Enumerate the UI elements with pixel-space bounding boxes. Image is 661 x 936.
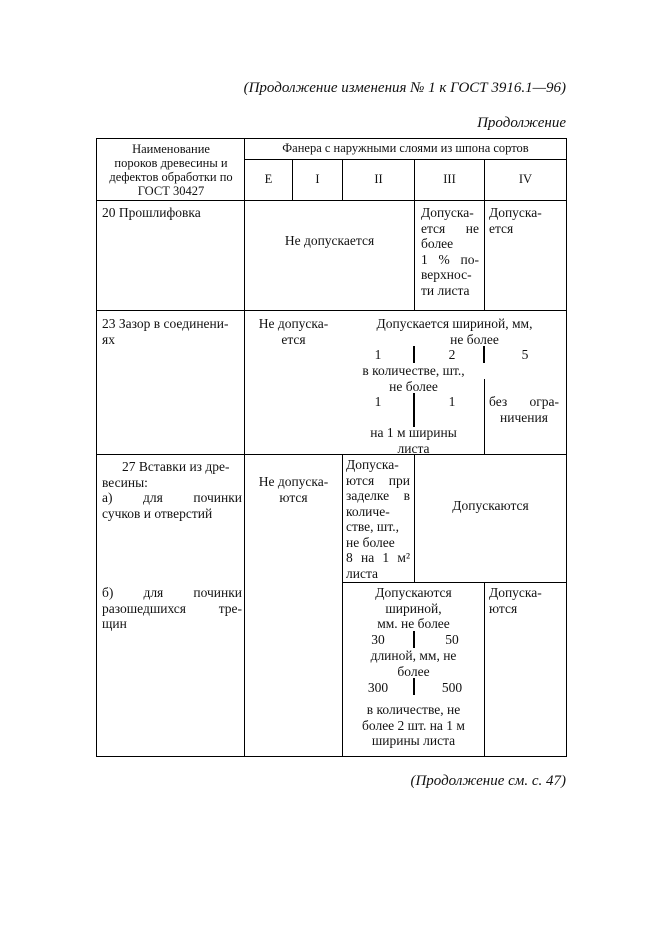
row27b-length-iii: 500 [441,680,463,695]
row20-name: 20 Прошлифовка [102,205,201,220]
row23-width-ii: 1 [374,347,382,362]
page-footer-note: (Продолжение см. с. 47) [410,773,566,789]
continuation-label: Продолжение [477,115,566,131]
table-rule [96,454,567,455]
grade-ii: II [374,172,383,186]
row23-count-ii: 1 [374,394,382,409]
column-group-header: Фанера с наружными слоями из шпона сортов [282,141,529,155]
row27b-width-iii: 50 [445,632,459,647]
row23-width-iii: 2 [448,347,456,362]
row23-grade-e-i: Не допуска- ется [258,316,329,347]
row20-grade-iii: Допуска- ется не более 1 % по- верхнос- ти листа [421,205,479,298]
table-rule [484,582,485,756]
row23-per-width: на 1 м ширины листа [370,425,457,456]
table-rule [96,310,567,311]
table-border [96,756,567,757]
row20-not-allowed: Не допускается [284,233,375,248]
row27b-length-label: длиной, мм, не более [370,648,457,679]
separator-bar [413,678,415,695]
row23-width-iv: 5 [521,347,529,362]
row27b-width-ii: 30 [371,632,385,647]
table-rule [342,582,567,583]
row27b-width-label: Допускаются шириной, мм. не более [375,585,452,631]
table-rule [414,454,415,582]
row27a-grade-ii: Допуска- ются при заделке в количе- стве, шт., не более 8 на 1 м² листа [346,457,410,581]
grade-i: I [315,172,320,186]
table-border [96,138,97,757]
table-rule [244,138,245,757]
column-header-name: Наименование пороков древесины и дефектов обработки по ГОСТ 30427 [109,142,233,198]
table-rule [96,200,567,201]
table-rule [342,310,343,311]
grade-iii: III [443,172,456,186]
row27b-length-ii: 300 [367,680,389,695]
row23-count-iii: 1 [448,394,456,409]
table-rule [484,379,485,454]
separator-bar [413,631,415,648]
row27b-grade-iv: Допуска- ются [489,585,542,616]
separator-bar [413,346,415,363]
separator-bar [483,346,485,363]
row27-name: 27 Вставки из дре- весины: а) для починки сучков и отверстий [102,459,242,521]
row27a-grade-iii-iv: Допускаются [452,498,529,513]
table-border [96,138,567,139]
row27-grade-e-i: Не допуска- ются [258,474,329,505]
row27b-count: в количестве, не более 2 шт. на 1 м ширины листа [362,702,465,748]
row23-width-label: Допускается шириной, мм, не более [376,316,533,347]
row20-grade-iv: Допуска- ется [489,205,542,236]
table-border [566,138,567,757]
row23-iv-note: без огра- ничения [489,394,559,425]
row27b-name: б) для починки разошедшихся тре- щин [102,585,242,631]
row23-count-label: в количестве, шт., не более [362,363,465,394]
grade-iv: IV [518,172,533,186]
separator-bar [413,393,415,427]
row23-name: 23 Зазор в соединени- ях [102,316,229,347]
grade-e: E [264,172,273,186]
defects-table [96,138,567,757]
page-header-title: (Продолжение изменения № 1 к ГОСТ 3916.1—96) [243,80,566,96]
